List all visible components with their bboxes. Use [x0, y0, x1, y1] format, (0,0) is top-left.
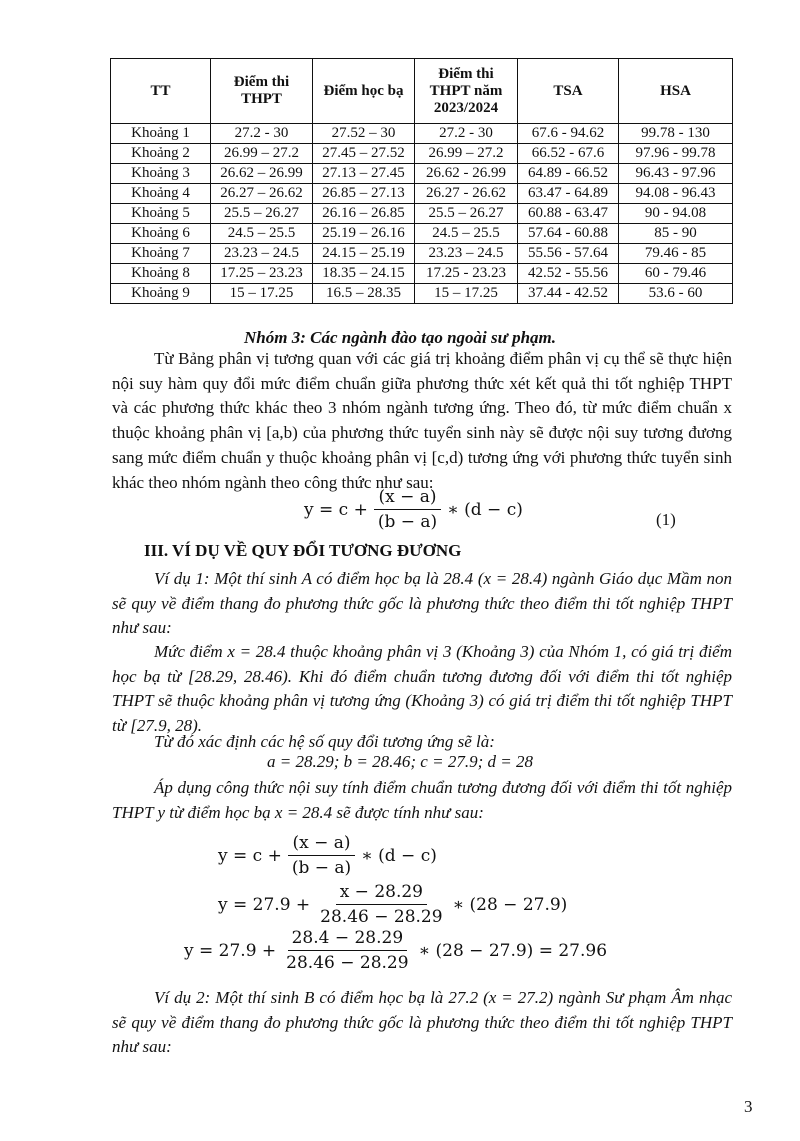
table-cell: 23.23 – 24.5: [211, 244, 313, 264]
formula-lhs: y = c +: [304, 499, 368, 520]
table-cell: 25.5 – 26.27: [211, 204, 313, 224]
table-caption: Nhóm 3: Các ngành đào tạo ngoài sư phạm.: [244, 328, 556, 347]
table-cell: 25.19 – 26.16: [313, 224, 415, 244]
row-label-cell: Khoảng 2: [111, 144, 211, 164]
table-row: [111, 164, 733, 184]
table-row: [111, 244, 733, 264]
table-cell: 97.96 - 99.78: [619, 144, 733, 164]
row-label-cell: Khoảng 6: [111, 224, 211, 244]
page-number: 3: [744, 1097, 753, 1116]
percentile-table: [110, 58, 733, 304]
apply-paragraph: [112, 776, 732, 825]
formula-numerator: (x − a): [374, 487, 440, 510]
table-row: [111, 124, 733, 144]
eq-rhs: ∗ (28 − 27.9) = 27.96: [418, 940, 608, 961]
table-row: [111, 204, 733, 224]
formula-denominator: (b − a): [377, 512, 438, 532]
eq-numerator: 28.4 − 28.29: [288, 928, 408, 951]
eq-denominator: 28.46 − 28.29: [320, 907, 443, 927]
row-label-cell: Khoảng 9: [111, 284, 211, 304]
eq-lhs: y = 27.9 +: [218, 894, 311, 915]
table-cell: 17.25 - 23.23: [415, 264, 518, 284]
table-cell: 26.62 - 26.99: [415, 164, 518, 184]
table-cell: 26.62 – 26.99: [211, 164, 313, 184]
row-label-cell: Khoảng 3: [111, 164, 211, 184]
table-header-cell: TSA: [518, 59, 619, 124]
eq-rhs: ∗ (28 − 27.9): [452, 894, 568, 915]
example1-detail-text: Mức điểm x = 28.4 thuộc khoảng phân vị 3 (Khoảng 3) của Nhóm 1, có giá trị điểm học bạ từ [28.29, 28.46). Khi đó điểm chuẩn tương đương đối với điểm thi tốt nghiệp THPT sẽ thuộc khoảng phân vị tương ứng (Khoảng 3) có giá trị điểm thi tốt nghiệp THPT từ [27.9, 28).: [112, 642, 732, 736]
equation-result: [184, 928, 607, 973]
table-row: [111, 284, 733, 304]
row-label-cell: Khoảng 8: [111, 264, 211, 284]
table-header-cell: Điểm thi THPT: [211, 59, 313, 124]
table-cell: 57.64 - 60.88: [518, 224, 619, 244]
table-cell: 27.52 – 30: [313, 124, 415, 144]
table-cell: 27.2 - 30: [415, 124, 518, 144]
eq-fraction: [288, 833, 355, 878]
eq-numerator: x − 28.29: [336, 882, 427, 905]
row-label-cell: Khoảng 1: [111, 124, 211, 144]
eq-numerator: (x − a): [288, 833, 354, 856]
table-cell: 26.99 – 27.2: [415, 144, 518, 164]
equation-substituted: [218, 882, 567, 927]
table-cell: 24.5 – 25.5: [415, 224, 518, 244]
table-row: [111, 184, 733, 204]
table-header-cell: HSA: [619, 59, 733, 124]
table-cell: 42.52 - 55.56: [518, 264, 619, 284]
table-cell: 90 - 94.08: [619, 204, 733, 224]
formula-fraction: [374, 487, 441, 532]
eq-lhs: y = c +: [218, 845, 282, 866]
table-cell: 66.52 - 67.6: [518, 144, 619, 164]
table-cell: 15 – 17.25: [415, 284, 518, 304]
equation-number: (1): [656, 510, 676, 529]
table-cell: 53.6 - 60: [619, 284, 733, 304]
table-cell: 26.85 – 27.13: [313, 184, 415, 204]
intro-paragraph: [112, 347, 732, 495]
table-cell: 16.5 – 28.35: [313, 284, 415, 304]
table-cell: 37.44 - 42.52: [518, 284, 619, 304]
eq-denominator: (b − a): [291, 858, 352, 878]
table-cell: 60.88 - 63.47: [518, 204, 619, 224]
example2-paragraph: [112, 986, 732, 1060]
section-heading: III. VÍ DỤ VỀ QUY ĐỔI TƯƠNG ĐƯƠNG: [144, 541, 462, 560]
table-cell: 27.2 - 30: [211, 124, 313, 144]
coef-values: a = 28.29; b = 28.46; c = 27.9; d = 28: [267, 752, 533, 771]
table-body: [111, 124, 733, 304]
row-label-cell: Khoảng 7: [111, 244, 211, 264]
table-cell: 26.27 - 26.62: [415, 184, 518, 204]
example1-text: Ví dụ 1: Một thí sinh A có điểm học bạ là 28.4 (x = 28.4) ngành Giáo dục Mầm non sẽ quy về điểm thang đo phương thức gốc là phương thức theo điểm thi tốt nghiệp THPT như sau:: [112, 569, 732, 638]
table-cell: 15 – 17.25: [211, 284, 313, 304]
intro-text: Từ Bảng phân vị tương quan với các giá trị khoảng điểm phân vị cụ thể sẽ thực hiện nội suy hàm quy đổi mức điểm chuẩn giữa phương thức xét kết quả thi tốt nghiệp THPT và các phương thức khác theo 3 nhóm ngành tương ứng. Theo đó, từ mức điểm chuẩn x thuộc khoảng phân vị [a,b) của phương thức tuyển sinh này sẽ được nội suy tương đương sang mức điểm chuẩn y thuộc khoảng phân vị [c,d) tương ứng với phương thức tuyển sinh khác theo nhóm ngành theo công thức như sau:: [112, 349, 732, 492]
table-cell: 96.43 - 97.96: [619, 164, 733, 184]
table-row: [111, 264, 733, 284]
table-cell: 25.5 – 26.27: [415, 204, 518, 224]
table-cell: 26.27 – 26.62: [211, 184, 313, 204]
table-cell: 26.99 – 27.2: [211, 144, 313, 164]
table-header-cell: TT: [111, 59, 211, 124]
table-cell: 67.6 - 94.62: [518, 124, 619, 144]
table-cell: 26.16 – 26.85: [313, 204, 415, 224]
table-header-row: [111, 59, 733, 124]
table-cell: 63.47 - 64.89: [518, 184, 619, 204]
table-cell: 94.08 - 96.43: [619, 184, 733, 204]
equation-general: [218, 833, 437, 878]
table-cell: 60 - 79.46: [619, 264, 733, 284]
table-cell: 99.78 - 130: [619, 124, 733, 144]
formula-1: [304, 487, 523, 532]
apply-text: Áp dụng công thức nội suy tính điểm chuẩn tương đương đối với điểm thi tốt nghiệp THPT y từ điểm học bạ x = 28.4 sẽ được tính như sau:: [112, 778, 732, 822]
table-cell: 64.89 - 66.52: [518, 164, 619, 184]
table-cell: 27.13 – 27.45: [313, 164, 415, 184]
eq-fraction: [282, 928, 412, 973]
eq-denominator: 28.46 − 28.29: [286, 953, 409, 973]
table-cell: 18.35 – 24.15: [313, 264, 415, 284]
example1-detail: [112, 640, 732, 739]
eq-lhs: y = 27.9 +: [184, 940, 277, 961]
table-cell: 79.46 - 85: [619, 244, 733, 264]
table-header-cell: Điểm học bạ: [313, 59, 415, 124]
table-cell: 24.15 – 25.19: [313, 244, 415, 264]
table-cell: 85 - 90: [619, 224, 733, 244]
table-cell: 17.25 – 23.23: [211, 264, 313, 284]
example1-paragraph: [112, 567, 732, 641]
table-cell: 55.56 - 57.64: [518, 244, 619, 264]
eq-fraction: [316, 882, 446, 927]
formula-rhs: ∗ (d − c): [447, 499, 523, 520]
table-row: [111, 144, 733, 164]
table-cell: 24.5 – 25.5: [211, 224, 313, 244]
eq-rhs: ∗ (d − c): [361, 845, 437, 866]
example2-text: Ví dụ 2: Một thí sinh B có điểm học bạ là 27.2 (x = 27.2) ngành Sư phạm Âm nhạc sẽ quy về điểm thang đo phương thức gốc là phương thức theo điểm thi tốt nghiệp THPT như sau:: [112, 988, 732, 1057]
row-label-cell: Khoảng 4: [111, 184, 211, 204]
table-header-cell: Điểm thi THPT năm 2023/2024: [415, 59, 518, 124]
table-cell: 27.45 – 27.52: [313, 144, 415, 164]
coef-intro: [112, 730, 732, 755]
table-row: [111, 224, 733, 244]
coef-intro-text: Từ đó xác định các hệ số quy đổi tương ứng sẽ là:: [154, 732, 495, 751]
table-cell: 23.23 – 24.5: [415, 244, 518, 264]
row-label-cell: Khoảng 5: [111, 204, 211, 224]
